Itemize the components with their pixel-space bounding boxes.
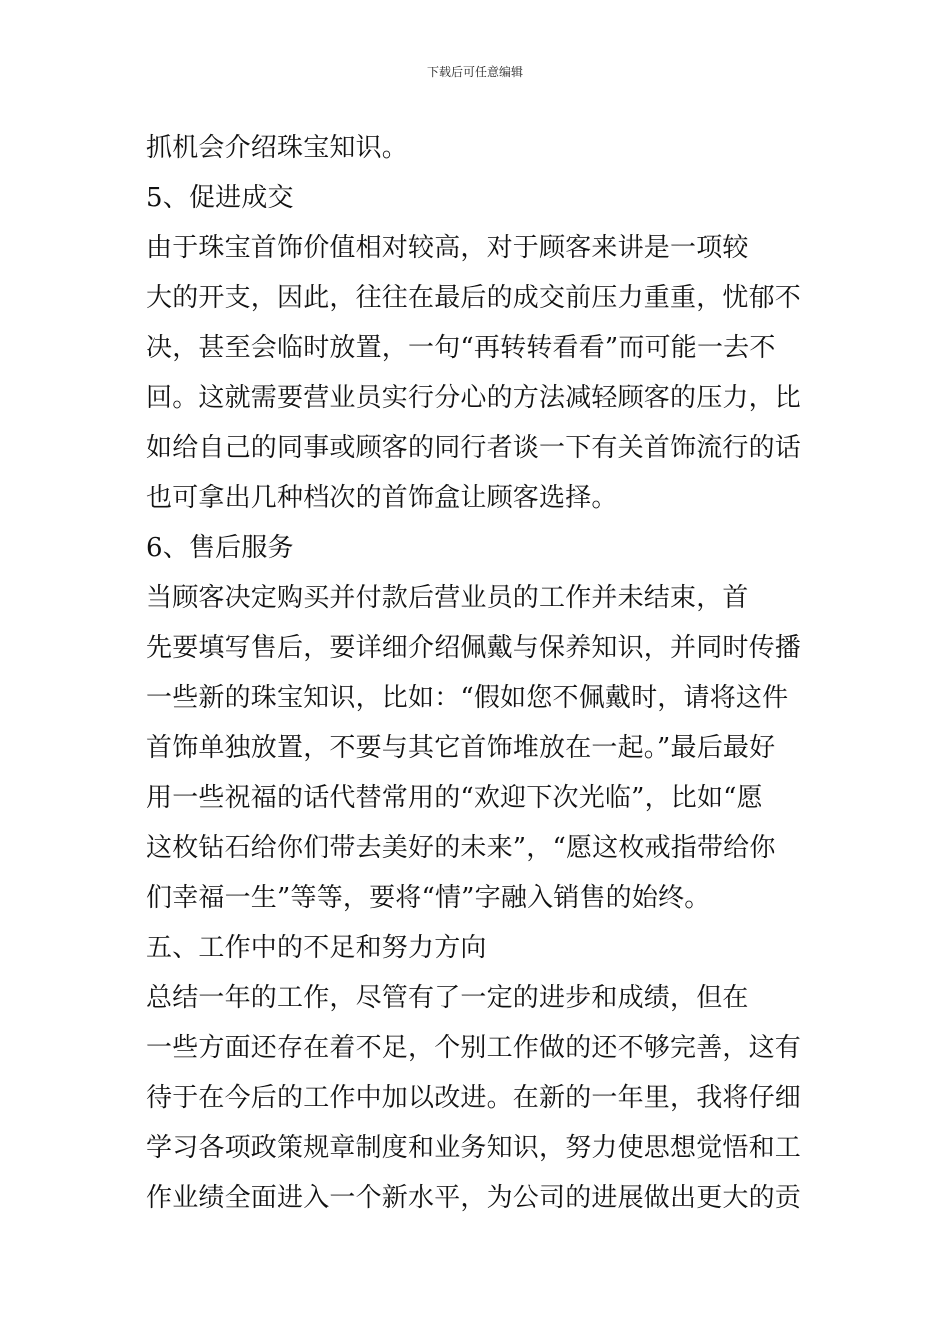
body-line: 五、工作中的不足和努力方向 xyxy=(146,933,487,963)
body-line: 待于在今后的工作中加以改进。在新的一年里，我将仔细 xyxy=(146,1083,802,1113)
body-line: 学习各项政策规章制度和业务知识，努力使思想觉悟和工 xyxy=(146,1133,802,1163)
body-line: 首饰单独放置，不要与其它首饰堆放在一起。”最后最好 xyxy=(146,733,776,763)
body-line: 大的开支，因此，往往在最后的成交前压力重重，忧郁不 xyxy=(146,283,802,313)
body-line: 如给自己的同事或顾客的同行者谈一下有关首饰流行的话 xyxy=(146,433,802,463)
body-line: 由于珠宝首饰价值相对较高，对于顾客来讲是一项较 xyxy=(146,233,749,263)
body-line: 们幸福一生”等等，要将“情”字融入销售的始终。 xyxy=(146,883,711,913)
body-line: 作业绩全面进入一个新水平，为公司的进展做出更大的贡 xyxy=(146,1183,802,1213)
body-line: 总结一年的工作，尽管有了一定的进步和成绩，但在 xyxy=(146,983,749,1013)
page-header: 下载后可任意编辑 xyxy=(426,65,523,79)
body-line: 决，甚至会临时放置，一句“再转转看看”而可能一去不 xyxy=(146,333,776,363)
body-line: 抓机会介绍珠宝知识。 xyxy=(146,133,409,163)
body-line: 回。这就需要营业员实行分心的方法减轻顾客的压力，比 xyxy=(146,383,802,413)
body-line: 一些新的珠宝知识，比如：“假如您不佩戴时，请将这件 xyxy=(146,683,789,713)
body-line: 当顾客决定购买并付款后营业员的工作并未结束，首 xyxy=(146,583,749,613)
body-line: 先要填写售后，要详细介绍佩戴与保养知识，并同时传播 xyxy=(146,633,802,663)
body-line: 一些方面还存在着不足，个别工作做的还不够完善，这有 xyxy=(146,1033,802,1063)
body-line: 也可拿出几种档次的首饰盒让顾客选择。 xyxy=(146,483,618,513)
body-line: 5、促进成交 xyxy=(146,183,294,213)
body-line: 用一些祝福的话代替常用的“欢迎下次光临”，比如“愿 xyxy=(146,783,763,813)
body-line: 6、售后服务 xyxy=(146,533,294,563)
body-line: 这枚钻石给你们带去美好的未来”，“愿这枚戒指带给你 xyxy=(146,833,776,863)
